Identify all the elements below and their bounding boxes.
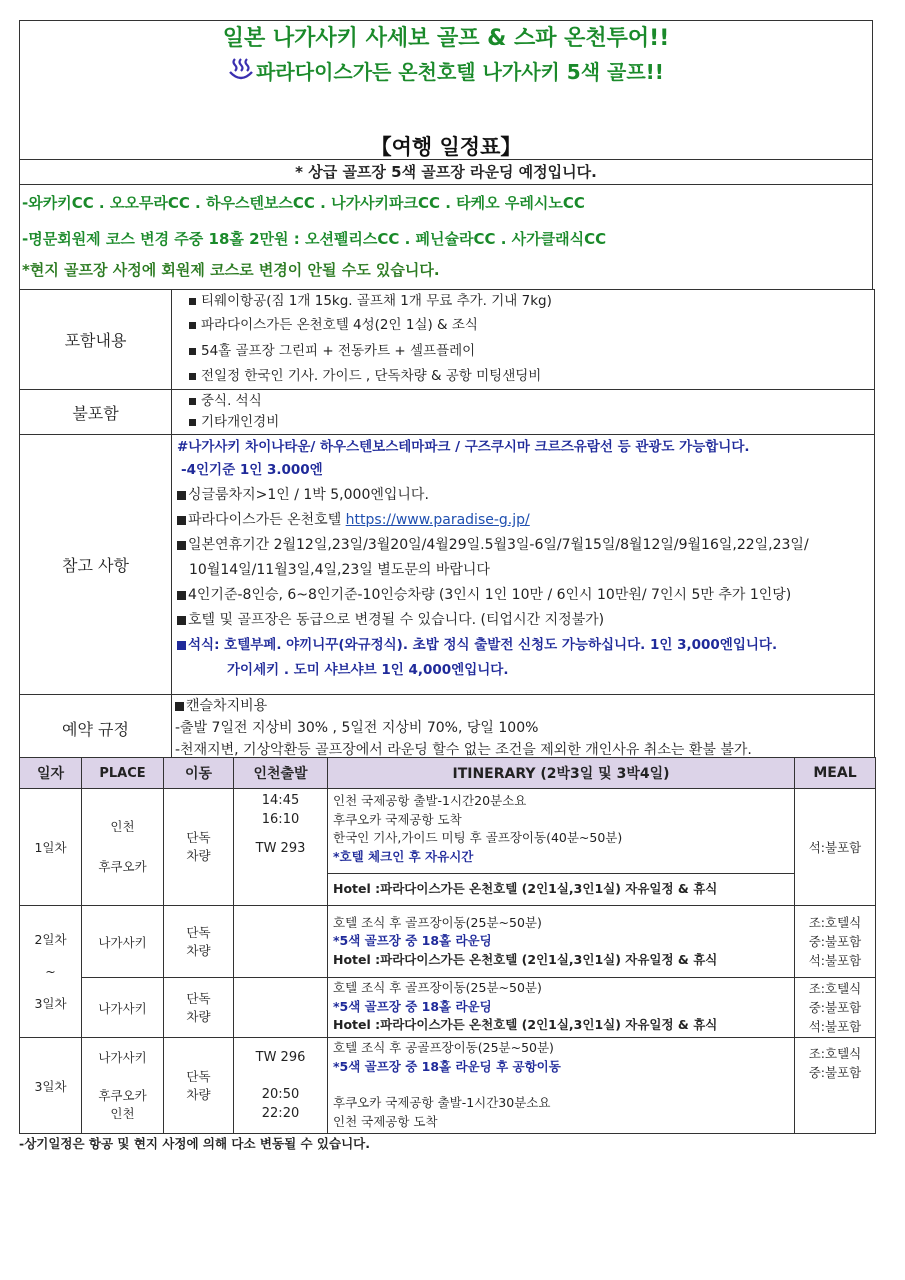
day4-departure: TW 296 20:50 22:20 xyxy=(234,1038,328,1134)
day3-departure xyxy=(234,978,328,1038)
bullet-icon xyxy=(189,298,196,305)
day4-move: 단독 차량 xyxy=(164,1038,234,1134)
col-move: 이동 xyxy=(164,758,234,789)
booking-list xyxy=(172,695,875,762)
day4-itinerary: 호텔 조식 후 공골프장이동(25분~50분) *5색 골프장 중 18홀 라운딩 후 공항이동 후쿠오카 국제공항 출발-1시간30분소요 인천 국제공항 도착 xyxy=(328,1038,795,1134)
bullet-icon xyxy=(189,398,196,405)
golf-course-list: -와카키CC . 오오무라CC . 하우스텐보스CC . 나가사키파크CC . 타케오 우레시노CC xyxy=(22,194,585,212)
included-item: 파라다이스가든 온천호텔 4성(2인 1실) & 조식 xyxy=(173,312,873,338)
sub-title-text: 파라다이스가든 온천호텔 나가사키 5색 골프!! xyxy=(256,60,664,84)
main-title: 일본 나가사키 사세보 골프 & 스파 온천투어!! xyxy=(222,26,670,51)
included-item: 티웨이항공(짐 1개 15kg. 골프채 1개 무료 추가. 기내 7kg) xyxy=(173,290,873,312)
hot-spring-icon xyxy=(228,57,254,91)
golf-notes xyxy=(19,159,873,289)
excluded-item: 중식. 석식 xyxy=(173,391,873,412)
info-table xyxy=(19,289,875,762)
reference-tour-note: #나가사키 차이나타운/ 하우스텐보스테마파크 / 구즈쿠시마 크르즈유람선 등 관광도 가능합니다. xyxy=(177,439,750,455)
col-place: PLACE xyxy=(82,758,164,789)
itinerary-table xyxy=(19,757,876,1134)
bullet-icon xyxy=(189,373,196,380)
day1-move: 단독 차량 xyxy=(164,789,234,906)
day4-place: 나가사키 후쿠오카 인천 xyxy=(82,1038,164,1134)
golf-disclaimer: *현지 골프장 사정에 회원제 코스로 변경이 안될 수도 있습니다. xyxy=(22,261,440,279)
booking-cancel-title: 캔슬차지비용 xyxy=(173,696,873,716)
reference-tour-price: -4인기준 1인 3.000엔 xyxy=(181,462,323,478)
excluded-list xyxy=(172,390,875,435)
footer-note: -상기일정은 항공 및 현지 사정에 의해 다소 변동될 수 있습니다. xyxy=(19,1136,370,1151)
hotel-website-link[interactable]: https://www.paradise-g.jp/ xyxy=(345,512,530,528)
day2-move: 단독 차량 xyxy=(164,906,234,978)
col-itinerary: ITINERARY (2박3일 및 3박4일) xyxy=(328,758,795,789)
day1-place: 인천 후쿠오카 xyxy=(82,789,164,906)
day3-move: 단독 차량 xyxy=(164,978,234,1038)
included-list xyxy=(172,290,875,390)
header-box xyxy=(19,20,873,159)
reference-vehicle: 4인기준-8인승, 6~8인기준-10인승차량 (3인시 1인 10만 / 6인시 10만원/ 7인시 5만 추가 1인당) xyxy=(173,583,873,608)
excluded-item: 기타개인경비 xyxy=(173,412,873,433)
included-item: 54홀 골프장 그린피 + 전동카트 + 셀프플레이 xyxy=(173,338,873,364)
col-departure: 인천출발 xyxy=(234,758,328,789)
bullet-icon xyxy=(177,616,186,625)
day1-hotel: Hotel :파라다이스가든 온천호텔 (2인1실,3인1실) 자유일정 & 휴식 xyxy=(328,874,795,906)
schedule-title: 【여행 일정표】 xyxy=(370,135,522,159)
included-item: 전일정 한국인 기사. 가이드 , 단독차량 & 공항 미팅샌딩비 xyxy=(173,364,873,388)
booking-cancel-fees: -출발 7일전 지상비 30% , 5일전 지상비 70%, 당일 100% xyxy=(175,720,539,736)
bullet-icon xyxy=(175,702,184,711)
document xyxy=(19,20,873,762)
reference-dinner-cont: 가이세키 . 도미 샤브샤브 1인 4,000엔입니다. xyxy=(227,662,509,678)
included-label: 포함내용 xyxy=(20,290,172,390)
reference-substitute: 호텔 및 골프장은 동급으로 변경될 수 있습니다. (티업시간 지정불가) xyxy=(173,608,873,633)
day1-meal: 석:불포함 xyxy=(795,789,876,906)
bullet-icon xyxy=(177,591,186,600)
day3-itinerary: 호텔 조식 후 골프장이동(25분~50분) *5색 골프장 중 18홀 라운딩 Hotel :파라다이스가든 온천호텔 (2인1실,3인1실) 자유일정 & 휴식 xyxy=(328,978,795,1038)
reference-single-room: 싱글룸차지>1인 / 1박 5,000엔입니다. xyxy=(173,483,873,508)
reference-holidays: 일본연휴기간 2월12일,23일/3월20일/4월29일.5월3일-6일/7월15일/8월12일/9월16일,22일,23일/ xyxy=(173,533,873,558)
bullet-icon xyxy=(177,491,186,500)
golf-upgrade-note: -명문회원제 코스 변경 주중 18홀 2만원 : 오션펠리스CC . 페닌슐라CC . 사가클래식CC xyxy=(22,230,607,248)
bullet-icon xyxy=(189,348,196,355)
col-day: 일자 xyxy=(20,758,82,789)
reference-list xyxy=(172,435,875,695)
day1-departure: 14:45 16:10 TW 293 xyxy=(234,789,328,906)
reference-holidays-cont: 10월14일/11월3일,4일,23일 별도문의 바랍니다 xyxy=(189,562,490,578)
reference-dinner: 석식: 호텔부페. 야끼니꾸(와규정식). 초밥 정식 출발전 신청도 가능하십니다. 1인 3,000엔입니다. xyxy=(173,633,873,658)
day1-itinerary: 인천 국제공항 출발-1시간20분소요 후쿠오카 국제공항 도착 한국인 기사,가이드 미팅 후 골프장이동(40분~50분) *호텔 체크인 후 자유시간 xyxy=(328,789,795,874)
day2-itinerary: 호텔 조식 후 골프장이동(25분~50분) *5색 골프장 중 18홀 라운딩 Hotel :파라다이스가든 온천호텔 (2인1실,3인1실) 자유일정 & 휴식 xyxy=(328,906,795,978)
bullet-icon xyxy=(177,516,186,525)
reference-hotel: 파라다이스가든 온천호텔 https://www.paradise-g.jp/ xyxy=(173,508,873,533)
day4-label: 3일차 xyxy=(20,1038,82,1134)
day3-place: 나가사키 xyxy=(82,978,164,1038)
bullet-icon xyxy=(189,419,196,426)
bullet-icon xyxy=(177,641,186,650)
reference-label: 참고 사항 xyxy=(20,435,172,695)
booking-label: 예약 규정 xyxy=(20,695,172,762)
day2-3-label: 2일차 ~ 3일차 xyxy=(20,906,82,1038)
sub-title xyxy=(20,55,872,89)
day1-label: 1일차 xyxy=(20,789,82,906)
bullet-icon xyxy=(177,541,186,550)
day2-meal: 조:호텔식 중:불포함 석:불포함 xyxy=(795,906,876,978)
bullet-icon xyxy=(189,322,196,329)
booking-no-refund: -천재지변, 기상악환등 골프장에서 라운딩 할수 없는 조건을 제외한 개인사유 취소는 환불 불가. xyxy=(175,742,752,758)
day4-meal: 조:호텔식 중:불포함 xyxy=(795,1038,876,1134)
golf-note-center: * 상급 골프장 5색 골프장 라운딩 예정입니다. xyxy=(20,160,872,185)
day3-meal: 조:호텔식 중:불포함 석:불포함 xyxy=(795,978,876,1038)
day2-departure xyxy=(234,906,328,978)
day2-place: 나가사키 xyxy=(82,906,164,978)
col-meal: MEAL xyxy=(795,758,876,789)
excluded-label: 불포함 xyxy=(20,390,172,435)
